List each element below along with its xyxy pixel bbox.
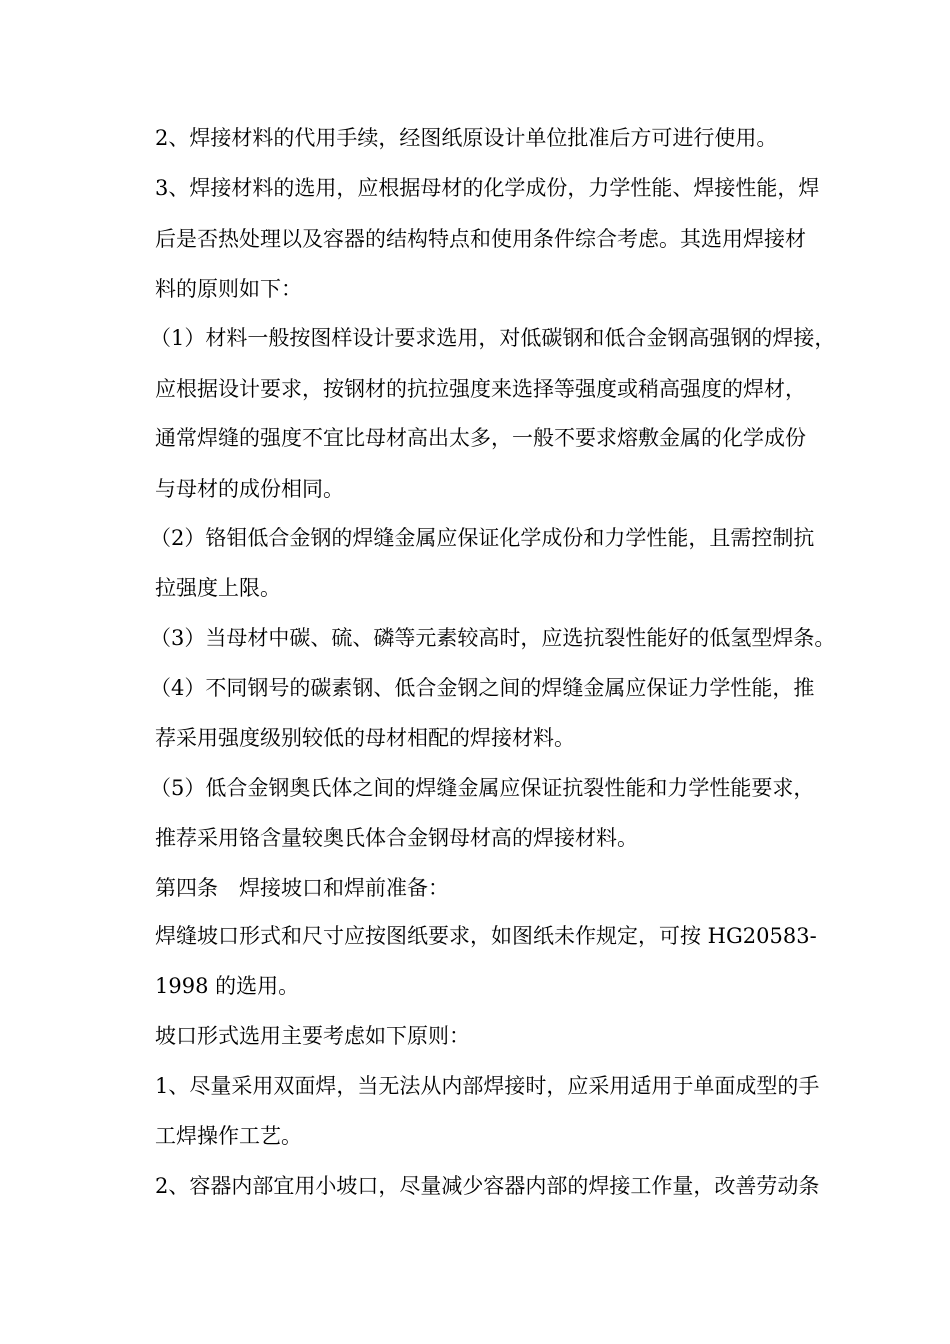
text-line: 2、焊接材料的代用手续，经图纸原设计单位批准后方可进行使用。 (155, 126, 778, 150)
text-line: 应根据设计要求，按钢材的抗拉强度来选择等强度或稍高强度的焊材， (155, 377, 806, 401)
text-line: （2）铬钼低合金钢的焊缝金属应保证化学成份和力学性能，且需控制抗 (150, 526, 815, 550)
text-line: 拉强度上限。 (155, 576, 281, 600)
text-line: 坡口形式选用主要考虑如下原则： (155, 1024, 470, 1048)
text-line: （4）不同钢号的碳素钢、低合金钢之间的焊缝金属应保证力学性能，推 (150, 676, 815, 700)
text-line: 料的原则如下： (155, 277, 302, 301)
text-line: 焊缝坡口形式和尺寸应按图纸要求，如图纸未作规定，可按 HG20583- (155, 924, 817, 948)
text-line: 1998 的选用。 (155, 974, 300, 998)
text-line: （1）材料一般按图样设计要求选用，对低碳钢和低合金钢高强钢的焊接， (150, 326, 836, 350)
text-line: 3、焊接材料的选用，应根据母材的化学成份，力学性能、焊接性能，焊 (155, 176, 820, 200)
text-line: 后是否热处理以及容器的结构特点和使用条件综合考虑。其选用焊接材 (155, 227, 806, 251)
text-line: 工焊操作工艺。 (155, 1124, 302, 1148)
text-line: 1、尽量采用双面焊，当无法从内部焊接时，应采用适用于单面成型的手 (155, 1074, 820, 1098)
text-line: 通常焊缝的强度不宜比母材高出太多，一般不要求熔敷金属的化学成份 (155, 426, 806, 450)
text-line: 荐采用强度级别较低的母材相配的焊接材料。 (155, 726, 575, 750)
text-line: 推荐采用铬含量较奥氏体合金钢母材高的焊接材料。 (155, 826, 638, 850)
text-line: 2、容器内部宜用小坡口，尽量减少容器内部的焊接工作量，改善劳动条 (155, 1174, 820, 1198)
text-line: （5）低合金钢奥氏体之间的焊缝金属应保证抗裂性能和力学性能要求， (150, 776, 815, 800)
text-line: （3）当母材中碳、硫、磷等元素较高时，应选抗裂性能好的低氢型焊条。 (150, 626, 836, 650)
text-line: 与母材的成份相同。 (155, 477, 344, 501)
section-heading: 第四条 焊接坡口和焊前准备： (155, 876, 449, 900)
